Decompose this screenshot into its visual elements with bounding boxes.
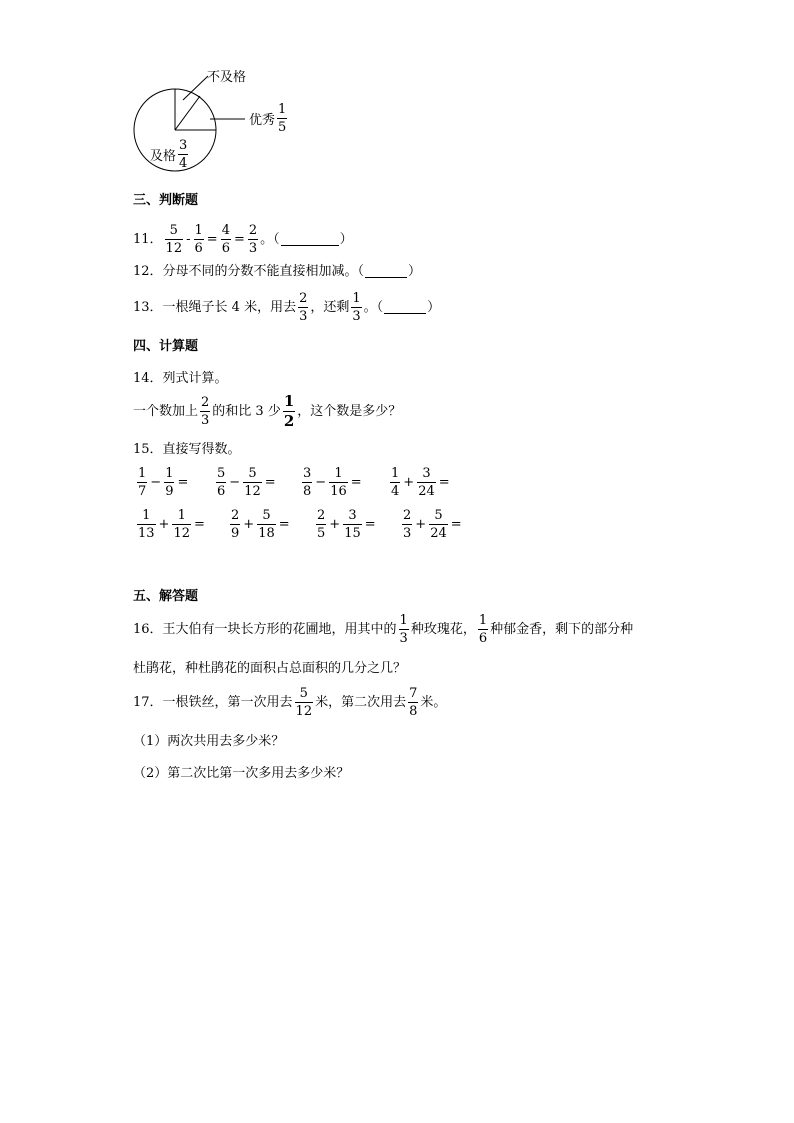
fraction: $\frac{2}{3}$ — [201, 395, 210, 428]
fraction: $\frac{5}{18}$ — [258, 508, 275, 541]
q-number: 11． — [133, 232, 163, 247]
answer-blank[interactable] — [384, 301, 426, 314]
fraction: $\frac{5}{24}$ — [430, 508, 447, 541]
fraction: $\frac{2}{3}$ — [248, 223, 258, 256]
fraction: $\frac{1}{3}$ — [399, 613, 408, 646]
fraction: $\frac{2}{5}$ — [317, 508, 326, 541]
label-fail: 不及格 — [207, 70, 247, 85]
question-16-line2: 杜鹃花，种杜鹃花的面积占总面积的几分之几？ — [133, 661, 407, 676]
fraction: $\frac{1}{4}$ — [391, 466, 400, 499]
answer-blank[interactable] — [281, 233, 339, 246]
answer-blank[interactable] — [365, 265, 407, 278]
calc-item: $\frac{1}{7}$ − $\frac{1}{9}$ = — [138, 466, 189, 499]
fraction: $\frac{7}{8}$ — [409, 686, 418, 719]
fraction: $\frac{5}{12}$ — [244, 466, 261, 499]
fraction: $\frac{1}{7}$ — [138, 466, 147, 499]
label-excellent — [249, 103, 289, 134]
question-12: 12．分母不同的分数不能直接相加减。（ ） — [133, 264, 422, 279]
question-17-part-1: （1）两次共用去多少米？ — [133, 734, 285, 749]
fraction: $\frac{1}{13}$ — [138, 508, 155, 541]
fraction: $\frac{2}{3}$ — [299, 291, 308, 324]
fraction: $\frac{3}{24}$ — [418, 466, 435, 499]
leader-fail — [183, 76, 208, 100]
fraction: $\frac{5}{12}$ — [295, 686, 313, 719]
fraction: $\frac{4}{6}$ — [221, 223, 230, 256]
fraction: $\frac{3}{4}$ — [179, 138, 188, 171]
pie-radius-fail — [175, 96, 200, 130]
label-excellent-text: 优秀 — [249, 113, 276, 128]
fraction: $\frac{1}{2}$ — [283, 392, 295, 430]
question-16: 16．王大伯有一块长方形的花圃地，用其中的 $\frac{1}{3}$ 种玫瑰花， $\frac{1}{6}$ 种郁金香，剩下的部分种 — [133, 613, 634, 646]
fraction: $\frac{1}{12}$ — [173, 508, 190, 541]
question-11: 11． $\frac{5}{12}$ - $\frac{1}{6}$ = $\frac{4}{6}$ = $\frac{2}{3}$ 。（ ） — [133, 223, 353, 256]
question-14: 一个数加上 $\frac{2}{3}$ 的和比 3 少 $\frac{1}{2}$ ，这个数是多少？ — [133, 392, 402, 430]
question-14-title: 14．列式计算。 — [133, 371, 228, 386]
fraction: $\frac{1}{16}$ — [330, 466, 347, 499]
calc-item: $\frac{2}{9}$ + $\frac{5}{18}$ = — [231, 508, 290, 541]
fraction: $\frac{3}{8}$ — [303, 466, 312, 499]
fraction: $\frac{1}{3}$ — [352, 291, 361, 324]
fraction: $\frac{5}{12}$ — [165, 223, 183, 256]
section-heading-answers: 五、解答题 — [133, 589, 199, 604]
calc-item: $\frac{1}{4}$ + $\frac{3}{24}$ = — [391, 466, 450, 499]
label-pass-text: 及格 — [150, 149, 177, 164]
fraction: $\frac{5}{6}$ — [217, 466, 226, 499]
fraction: $\frac{1}{9}$ — [165, 466, 174, 499]
fraction: $\frac{2}{9}$ — [231, 508, 240, 541]
label-pass — [150, 139, 190, 170]
section-heading-judgement: 三、判断题 — [133, 193, 199, 208]
fraction: $\frac{1}{6}$ — [478, 613, 488, 646]
question-13: 13．一根绳子长 4 米，用去 $\frac{2}{3}$ ，还剩 $\frac{1}{3}$ 。（ ） — [133, 291, 441, 324]
fraction: $\frac{3}{15}$ — [344, 508, 361, 541]
question-15-title: 15．直接写得数。 — [133, 442, 241, 457]
calc-item: $\frac{1}{13}$ + $\frac{1}{12}$ = — [138, 508, 205, 541]
calc-item: $\frac{2}{5}$ + $\frac{3}{15}$ = — [317, 508, 376, 541]
section-heading-calculation: 四、计算题 — [133, 339, 199, 354]
fraction: $\frac{1}{6}$ — [194, 223, 203, 256]
fraction: $\frac{2}{3}$ — [403, 508, 412, 541]
question-17-part-2: （2）第二次比第一次多用去多少米？ — [133, 766, 350, 781]
question-17: 17．一根铁丝，第一次用去 $\frac{5}{12}$ 米，第二次用去 $\frac{7}{8}$ 米。 — [133, 686, 447, 719]
calc-item: $\frac{5}{6}$ − $\frac{5}{12}$ = — [217, 466, 276, 499]
calc-item: $\frac{2}{3}$ + $\frac{5}{24}$ = — [403, 508, 462, 541]
fraction: $\frac{1}{5}$ — [278, 102, 287, 135]
calc-item: $\frac{3}{8}$ − $\frac{1}{16}$ = — [303, 466, 362, 499]
